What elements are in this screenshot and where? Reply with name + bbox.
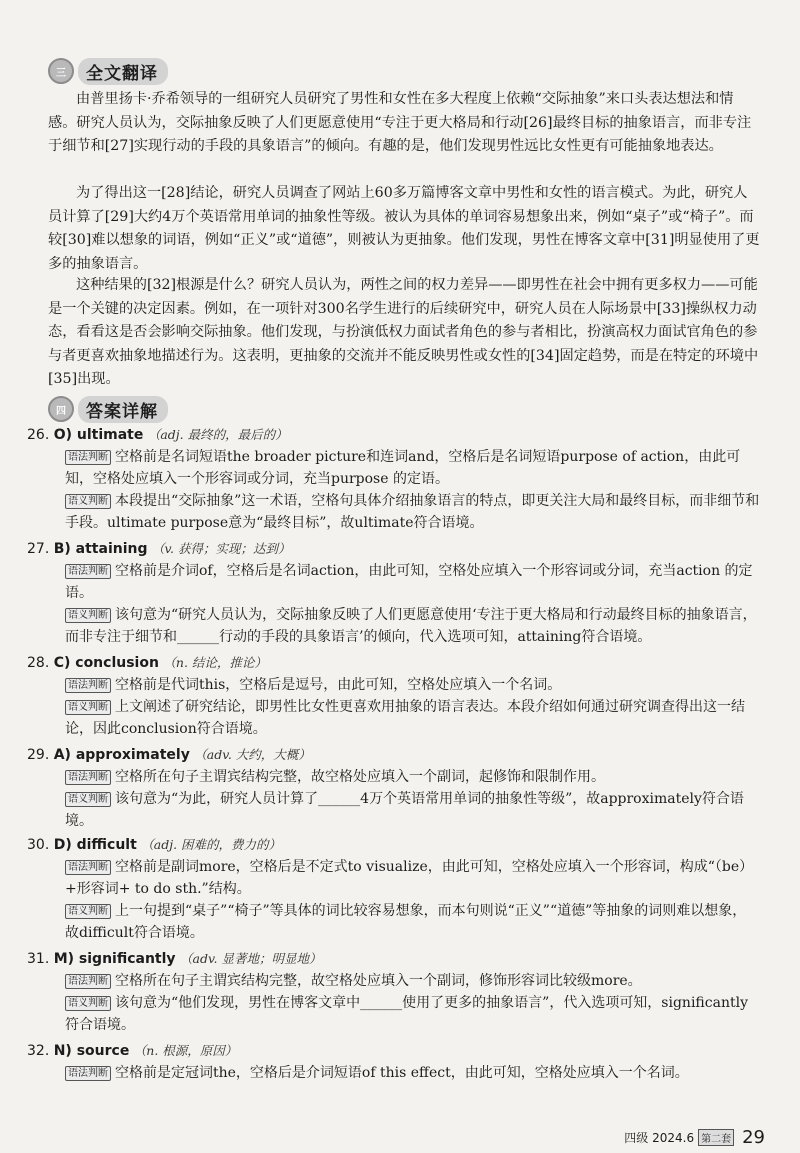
section-title: 全文翻译 <box>78 58 168 85</box>
translation-header <box>48 58 168 84</box>
explanation-row <box>27 696 760 740</box>
explanation-text: 空格前是定冠词the，空格后是介词短语of this effect，由此可知，空格处应填入一个名词。 <box>115 1065 689 1081</box>
explanation-text: 该句意为“他们发现，男性在博客文章中______使用了更多的抽象语言”，代入选项可知，significantly符合语境。 <box>65 995 748 1033</box>
explanation-row <box>27 490 760 534</box>
semantic-tag: 语义判断 <box>65 904 111 919</box>
explanation-text: 该句意为“为此，研究人员计算了______4万个英语常用单词的抽象性等级”，故approximately符合语境。 <box>65 791 744 829</box>
explanation-row <box>27 604 760 648</box>
question-number: 31. <box>27 951 50 967</box>
semantic-tag: 语义判断 <box>65 996 111 1011</box>
part-of-speech: （adv. 显著地；明显地） <box>180 951 322 966</box>
section-title: 答案详解 <box>78 396 168 423</box>
section-number-badge: 三 <box>48 58 74 84</box>
explanation-row <box>27 674 760 696</box>
answer-item-27 <box>27 538 760 648</box>
explanation-row <box>27 970 760 992</box>
question-number: 29. <box>27 747 50 763</box>
semantic-tag: 语义判断 <box>65 494 111 509</box>
explanation-text: 本段提出“交际抽象”这一术语，空格句具体介绍抽象语言的特点，即更关注大局和最终目标，而非细节和手段。ultimate purpose意为“最终目标”，故ultimate符合语境。 <box>65 493 760 531</box>
explanation-text: 上一句提到“桌子”“椅子”等具体的词比较容易想象，而本句则说“正义”“道德”等抽象的词则难以想象，故difficult符合语境。 <box>65 903 747 941</box>
answer-heading <box>27 834 760 856</box>
answer-heading <box>27 538 760 560</box>
answer-option: N) source <box>53 1043 130 1059</box>
answers-header <box>48 396 168 422</box>
question-number: 30. <box>27 837 50 853</box>
answer-heading <box>27 948 760 970</box>
answer-item-31 <box>27 948 760 1036</box>
grammar-tag: 语法判断 <box>65 974 111 989</box>
grammar-tag: 语法判断 <box>65 860 111 875</box>
part-of-speech: （adj. 最终的，最后的） <box>147 427 288 442</box>
explanation-row <box>27 766 760 788</box>
page-footer <box>624 1127 765 1148</box>
answer-option: C) conclusion <box>53 655 159 671</box>
explanation-text: 空格所在句子主谓宾结构完整，故空格处应填入一个副词，起修饰和限制作用。 <box>115 769 605 785</box>
answer-item-30 <box>27 834 760 944</box>
translation-paragraph-2: 为了得出这一[28]结论，研究人员调查了网站上60多万篇博客文章中男性和女性的语言模式。为此，研究人员计算了[29]大约4万个英语常用单词的抽象性等级。被认为具体的单词容易想象出来，例如“桌子”或“椅子”。而较[30]难以想象的词语，例如“正义”或“道德”，则被认为更抽象。他们发现，男性在博客文章中[31]明显使用了更多的抽象语言。 <box>48 185 760 272</box>
translation-paragraph-3: 这种结果的[32]根源是什么？研究人员认为，两性之间的权力差异——即男性在社会中拥有更多权力——可能是一个关键的决定因素。例如，在一项针对300名学生进行的后续研究中，研究人员在人际场景中[33]操纵权力动态，看看这是否会影响交际抽象。他们发现，与扮演低权力面试者角色的参与者相比，扮演高权力面试官角色的参与者更喜欢抽象地描述行为。这表明，更抽象的交流并不能反映男性或女性的[34]固定趋势，而是在特定的环境中[35]出现。 <box>48 277 759 387</box>
grammar-tag: 语法判断 <box>65 450 111 465</box>
answer-option: M) significantly <box>53 951 176 967</box>
answer-heading <box>27 744 760 766</box>
semantic-tag: 语义判断 <box>65 608 111 623</box>
exam-label: 四级 2024.6 <box>624 1131 695 1145</box>
semantic-tag: 语义判断 <box>65 700 111 715</box>
explanation-row <box>27 900 760 944</box>
explanation-row <box>27 992 760 1036</box>
explanation-text: 上文阐述了研究结论，即男性比女性更喜欢用抽象的语言表达。本段介绍如何通过研究调查得出这一结论，因此conclusion符合语境。 <box>65 699 745 737</box>
explanation-row <box>27 1062 760 1084</box>
question-number: 27. <box>27 541 50 557</box>
answer-option: B) attaining <box>53 541 148 557</box>
answer-option: A) approximately <box>53 747 190 763</box>
answer-option: D) difficult <box>53 837 137 853</box>
answer-heading <box>27 652 760 674</box>
explanation-text: 空格前是副词more，空格后是不定式to visualize，由此可知，空格处应填入一个形容词，构成“（be）+形容词+ to do sth.”结构。 <box>65 859 754 897</box>
semantic-tag: 语义判断 <box>65 792 111 807</box>
answer-heading <box>27 424 760 446</box>
part-of-speech: （adj. 困难的，费力的） <box>141 837 282 852</box>
explanation-text: 该句意为“研究人员认为，交际抽象反映了人们更愿意使用‘专注于更大格局和行动最终目标的抽象语言，而非专注于细节和______行动的手段的具象语言’的倾向，代入选项可知，attaining符合语境。 <box>65 607 757 645</box>
explanation-row <box>27 856 760 900</box>
explanation-text: 空格所在句子主谓宾结构完整，故空格处应填入一个副词，修饰形容词比较级more。 <box>115 973 642 989</box>
question-number: 32. <box>27 1043 50 1059</box>
question-number: 26. <box>27 427 50 443</box>
answer-item-29 <box>27 744 760 832</box>
grammar-tag: 语法判断 <box>65 678 111 693</box>
part-of-speech: （v. 获得；实现；达到） <box>151 541 291 556</box>
explanation-row <box>27 788 760 832</box>
answer-heading <box>27 1040 760 1062</box>
translation-paragraph-1: 由普里扬卡·乔希领导的一组研究人员研究了男性和女性在多大程度上依赖“交际抽象”来口头表达想法和情感。研究人员认为，交际抽象反映了人们更愿意使用“专注于更大格局和行动[26]最终目标的抽象语言，而非专注于细节和[27]实现行动的手段的具象语言”的倾向。有趣的是，他们发现男性远比女性更有可能抽象地表达。 <box>48 91 752 154</box>
answer-item-32 <box>27 1040 760 1084</box>
grammar-tag: 语法判断 <box>65 1066 111 1081</box>
answer-item-28 <box>27 652 760 740</box>
part-of-speech: （adv. 大约，大概） <box>194 747 311 762</box>
part-of-speech: （n. 根源，原因） <box>133 1043 238 1058</box>
explanation-text: 空格前是介词of，空格后是名词action，由此可知，空格处应填入一个形容词或分词，充当action 的定语。 <box>65 563 753 601</box>
explanation-text: 空格前是代词this，空格后是逗号，由此可知，空格处应填入一个名词。 <box>115 677 562 693</box>
part-of-speech: （n. 结论，推论） <box>163 655 267 670</box>
section-number-badge: 四 <box>48 396 74 422</box>
explanation-row <box>27 560 760 604</box>
grammar-tag: 语法判断 <box>65 770 111 785</box>
edition-label: 第二套 <box>698 1129 734 1146</box>
page-number: 29 <box>742 1127 765 1148</box>
explanation-row <box>27 446 760 490</box>
answer-option: O) ultimate <box>53 427 144 443</box>
answer-item-26 <box>27 424 760 534</box>
grammar-tag: 语法判断 <box>65 564 111 579</box>
question-number: 28. <box>27 655 50 671</box>
explanation-text: 空格前是名词短语the broader picture和连词and，空格后是名词短语purpose of action，由此可知，空格处应填入一个形容词或分词，充当purpose 的定语。 <box>65 449 741 487</box>
